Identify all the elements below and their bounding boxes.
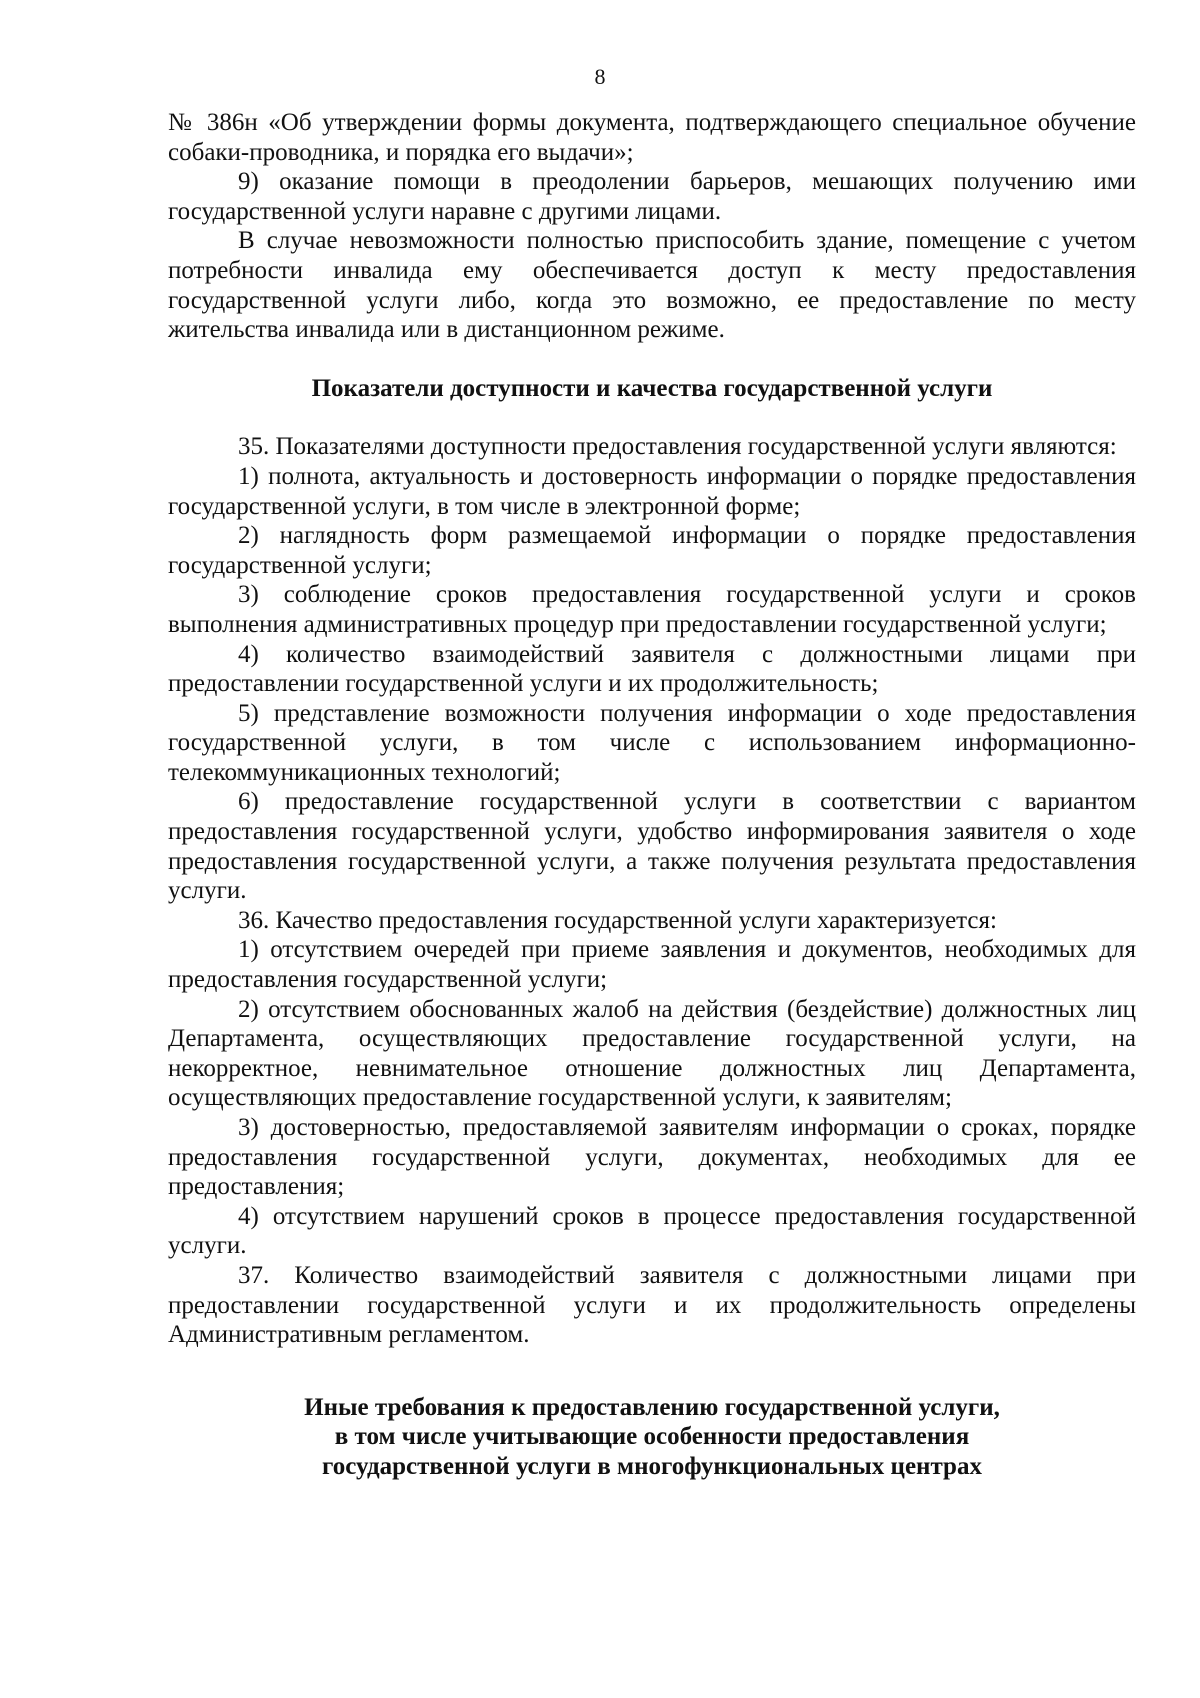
page-number: 8 [594,64,606,89]
paragraph: 3) достоверностью, предоставляемой заявителям информации о сроках, порядке предоставления государственной услуги, документах, необходимых для ее предоставления; [168,1114,1136,1201]
paragraph: 3) соблюдение сроков предоставления государственной услуги и сроков выполнения административных процедур при предоставлении государственной услуги; [168,581,1136,638]
paragraph: 4) отсутствием нарушений сроков в процессе предоставления государственной услуги. [168,1202,1136,1260]
paragraph: 2) отсутствием обоснованных жалоб на действия (бездействие) должностных лиц Департамента, осуществляющих предоставление государственной услуги, на некорректное, невнимательное отношение должностных лиц Департамента, осуществляющих предоставление государственной услуги, к заявителям; [168,995,1136,1112]
paragraph: В случае невозможности полностью приспособить здание, помещение с учетом потребности инвалида ему обеспечивается доступ к месту предоставления государственной услуги либо, когда это возможно, ее предоставление по месту жительства инвалида или в дистанционном режиме. [168,227,1136,344]
paragraph: 4) количество взаимодействий заявителя с должностными лицами при предоставлении государственной услуги и их продолжительность; [168,640,1136,698]
paragraph: 2) наглядность форм размещаемой информации о порядке предоставления государственной услуги; [168,522,1136,579]
heading-line: государственной услуги в многофункциональных центрах [322,1452,982,1480]
paragraph: 35. Показателями доступности предоставления государственной услуги являются: [238,433,1117,461]
paragraph: 1) полнота, актуальность и достоверность информации о порядке предоставления государственной услуги, в том числе в электронной форме; [168,462,1136,520]
paragraph: 36. Качество предоставления государственной услуги характеризуется: [238,906,997,934]
document-body [168,108,1136,1482]
paragraph: № 386н «Об утверждении формы документа, подтверждающего специальное обучение собаки-проводника, и порядка его выдачи»; [168,109,1136,166]
paragraph: 1) отсутствием очередей при приеме заявления и документов, необходимых для предоставления государственной услуги; [168,936,1136,994]
paragraph: 9) оказание помощи в преодолении барьеров, мешающих получению ими государственной услуги наравне с другими лицами. [168,168,1136,225]
paragraph: 5) представление возможности получения информации о ходе предоставления государственной услуги, в том числе с использованием информационно-телекоммуникационных технологий; [168,699,1136,786]
section-heading [168,1393,1136,1482]
heading-line: Иные требования к предоставлению государственной услуги, [304,1393,1000,1421]
heading-line: в том числе учитывающие особенности предоставления [334,1423,970,1451]
paragraph: 6) предоставление государственной услуги в соответствии с вариантом предоставления государственной услуги, удобство информирования заявителя о ходе предоставления государственной услуги, а также получения результата предоставления услуги. [168,788,1136,905]
section-heading: Показатели доступности и качества государственной услуги [311,374,993,402]
paragraph: 37. Количество взаимодействий заявителя с должностными лицами при предоставлении государственной услуги и их продолжительность определены Административным регламентом. [168,1261,1136,1349]
